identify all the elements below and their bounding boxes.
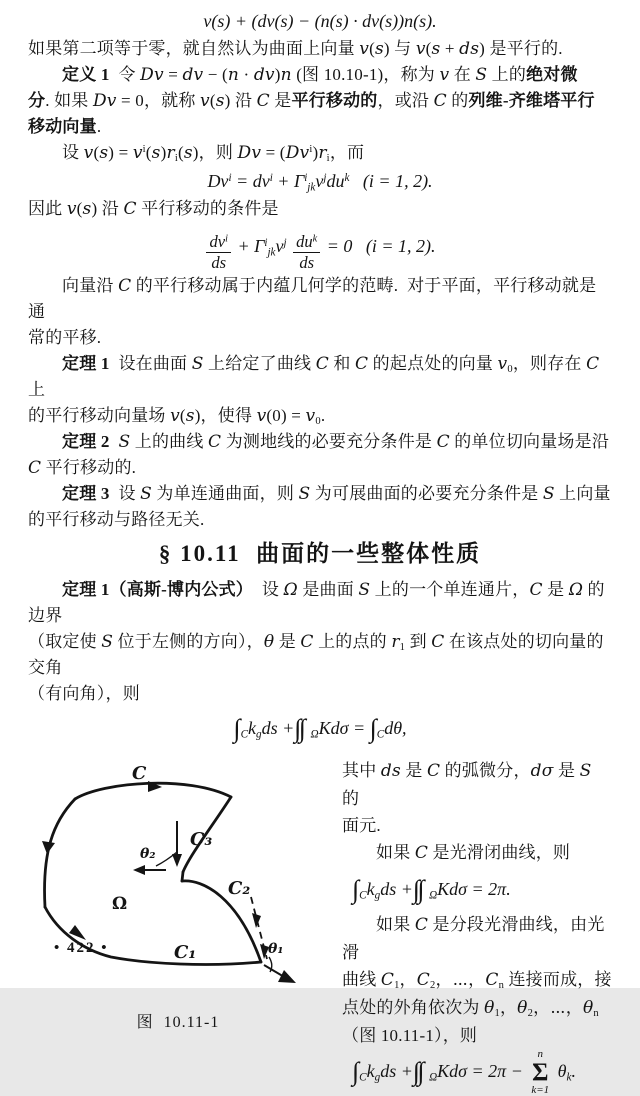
formula-covariant-differential: $Dv^i = dv^i + \Gamma^i_{jk}v^jdu^k$ (i = 1, 2). [207,171,433,194]
paragraph-line: 如果第二项等于零，就自然认为曲面上向量 v(s) 与 v(s + ds) 是平行的. [28,39,563,59]
paragraph-line: 其中 ds 是 C 的弧微分，dσ 是 S 的 [342,760,596,808]
paragraph-line: 的平行移动与路径无关. [28,509,205,529]
formula-gauss-bonnet: $\int_Ck_gds + _\Omega Kd\sigma = \int_Cd\theta$, [233,713,407,743]
formula-piecewise-smooth: $\int_Ck_gds + _\Omega Kd\sigma = 2\pi$ − n Σ k=1 $\theta_k$. [352,1047,576,1096]
paragraph-line: 设 $v(s) = v^i(s)r_i(s)$，则 $Dv = (Dv^i)r_i$，而 [62,143,365,165]
paragraph-line: 如果 C 是分段光滑曲线，由光滑 [342,914,605,962]
arrowhead-icon [278,970,296,983]
formula-parallel-transport-ode: $\frac{dv^i}{ds}$ + $\Gamma^i_{jk}v^j$ $\frac{du^k}{ds}$ = 0 (i = 1, 2). [28,222,612,273]
figure-10-11-1 [28,757,328,1002]
label-c: C [132,762,147,784]
arrowhead-icon [252,913,261,928]
label-c1: C₁ [174,941,197,963]
label-c3: C₃ [190,828,213,850]
paragraph-line: （图 10.11-1），则 [342,1025,478,1045]
section-heading-10-11: § 10.11 曲面的一些整体性质 [158,540,482,566]
two-column-section [0,749,640,1096]
formula-smooth-closed-curve: $\int_Ck_gds + _\Omega Kd\sigma = 2\pi$. [352,874,511,904]
page-number: • 422 • [54,940,109,956]
angle-arc [156,852,177,866]
paragraph-line: 分. 如果 Dv = 0，就称 v(s) 沿 C 是平行移动的，或沿 C 的列维-齐维塔平行 [28,91,595,111]
paragraph-line: 如果 C 是光滑闭曲线，则 [376,842,571,863]
down-arrow-icon [172,854,182,867]
paragraph-line: 面元. [342,815,381,835]
paragraph-line: 移动向量. [28,117,102,136]
paragraph-line: 点处的外角依次为 $\theta_1$，$\theta_2$，⋯，$\theta_n$ [342,997,599,1019]
paragraph-line: 常的平移. [28,327,102,347]
figure-block [28,757,328,1096]
boundary-left-edge [45,799,75,907]
paragraph-line: （有向角），则 [28,683,140,703]
definition-1-line: 定义 1 令 Dv = dv − (n · dv)n (图 10.10-1)，称为 v 在 S 上的绝对微 [62,65,578,85]
paragraph-line: 因此 v(s) 沿 C 平行移动的条件是 [28,199,279,219]
paragraph-line: 的平行移动向量场 v(s)，使得 $v(0) = v_0$. [28,405,326,427]
formula-parallel-vector: v(s) + (dv(s) − (n(s) · dv(s))n(s). [203,11,437,31]
label-theta1: θ₁ [268,940,284,957]
paragraph-line: 向量沿 C 的平行移动属于内蕴几何学的范畴. 对于平面，平行移动就是通 [28,275,597,321]
theorem-3-line: 定理 3 设 S 为单连通曲面，则 S 为可展曲面的必要充分条件是 S 上向量 [62,483,611,504]
angle-arc [269,957,272,972]
right-column-text [328,757,612,1096]
label-omega: Ω [112,893,128,914]
gauss-bonnet-theorem-line: 定理 1（高斯-博内公式） 设 Ω 是曲面 S 上的一个单连通片，C 是 Ω 的边界 [28,579,605,625]
theorem-1-line: 定理 1 设在曲面 S 上给定了曲线 C 和 C 的起点处的向量 $v_0$，则存在 C 上 [28,353,604,399]
paragraph-line: （取定使 S 位于左侧的方向），θ 是 C 上的点的 $r_1$ 到 C 在该点处的切向量的交角 [28,631,604,677]
figure-caption: 图 10.11-1 [136,1013,220,1031]
paragraph-line: 曲线 $C_1$，$C_2$，⋯，$C_n$ 连接而成，接 [342,969,612,991]
paragraph-line: C 平行移动的. [28,457,137,478]
label-c2: C₂ [228,877,251,899]
label-theta2: θ₂ [140,845,156,862]
theorem-2-line: 定理 2 S 上的曲线 C 为测地线的必要充分条件是 C 的单位切向量场是沿 [62,431,610,452]
left-arrow-icon [133,865,145,875]
